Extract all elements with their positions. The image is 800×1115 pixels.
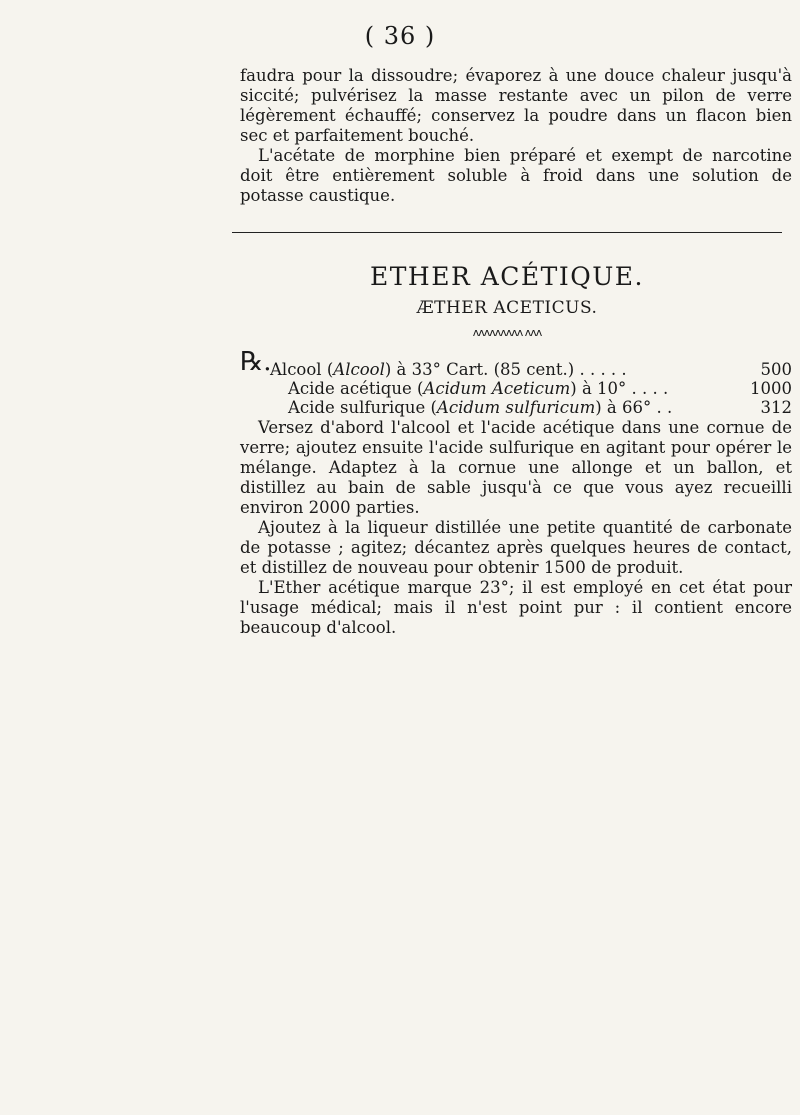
recipe-symbol: ℞. bbox=[240, 347, 272, 377]
ingredient-spec: à 33° Cart. (85 cent.) . . . . . bbox=[391, 360, 627, 379]
ingredient-latin-name: Acidum sulfuricum bbox=[436, 398, 596, 417]
ingredient-latin-name: Acidum Aceticum bbox=[423, 379, 571, 398]
ingredient-quantity: 312 bbox=[760, 398, 792, 417]
ingredient-name: Alcool bbox=[270, 360, 322, 379]
paragraph: L'Ether acétique marque 23°; il est employé en cet état pour l'usage médical; mais il n'est point pur : il contient encore beaucoup d'alcool. bbox=[240, 578, 792, 637]
ingredient-latin-name: Alcool bbox=[333, 360, 385, 379]
section-title: ETHER ACÉTIQUE. bbox=[370, 262, 644, 291]
ingredient-spec: à 10° . . . . bbox=[576, 379, 669, 398]
paragraph: Versez d'abord l'alcool et l'acide acétique dans une cornue de verre; ajoutez ensuite l'acide sulfurique en agitant pour opérer le mélange. Adaptez à la cornue une allonge et un ballon, et distillez au bain de sable jusqu'à ce que vous ayez recueilli environ 2000 parties. bbox=[240, 418, 792, 517]
top-text-block bbox=[240, 66, 792, 206]
recipe-ingredient-row bbox=[270, 398, 792, 418]
section-subtitle: ÆTHER ACETICUS. bbox=[416, 298, 598, 318]
bottom-text-block bbox=[240, 418, 792, 638]
recipe-ingredient-row bbox=[270, 360, 792, 380]
paragraph: faudra pour la dissoudre; évaporez à une douce chaleur jusqu'à siccité; pulvérisez la masse restante avec un pilon de verre légèrement échauffé; conservez la poudre dans un flacon bien sec et parfaitement bouché. bbox=[240, 66, 792, 145]
ingredient-quantity: 1000 bbox=[750, 379, 792, 398]
ornament-divider: ʌʌʌʌʌʌʌʌʌ ʌʌʌ bbox=[472, 326, 542, 339]
recipe-ingredient-row bbox=[270, 379, 792, 399]
section-divider bbox=[232, 232, 782, 233]
paragraph: L'acétate de morphine bien préparé et exempt de narcotine doit être entièrement soluble à froid dans une solution de potasse caustique. bbox=[240, 146, 792, 205]
ingredient-name: Acide acétique bbox=[288, 379, 412, 398]
ingredient-quantity: 500 bbox=[760, 360, 792, 379]
ingredient-text: Alcool (Alcool) à 33° Cart. (85 cent.) . . . . . bbox=[270, 360, 627, 379]
page-number: ( 36 ) bbox=[364, 22, 436, 50]
paragraph: Ajoutez à la liqueur distillée une petite quantité de carbonate de potasse ; agitez; décantez après quelques heures de contact, et distillez de nouveau pour obtenir 1500 de produit. bbox=[240, 518, 792, 577]
ingredient-text: Acide acétique (Acidum Aceticum) à 10° . . . . bbox=[288, 379, 669, 398]
ingredient-name: Acide sulfurique bbox=[288, 398, 426, 417]
ingredient-spec: à 66° . . bbox=[601, 398, 673, 417]
ingredient-text: Acide sulfurique (Acidum sulfuricum) à 66° . . bbox=[288, 398, 673, 417]
